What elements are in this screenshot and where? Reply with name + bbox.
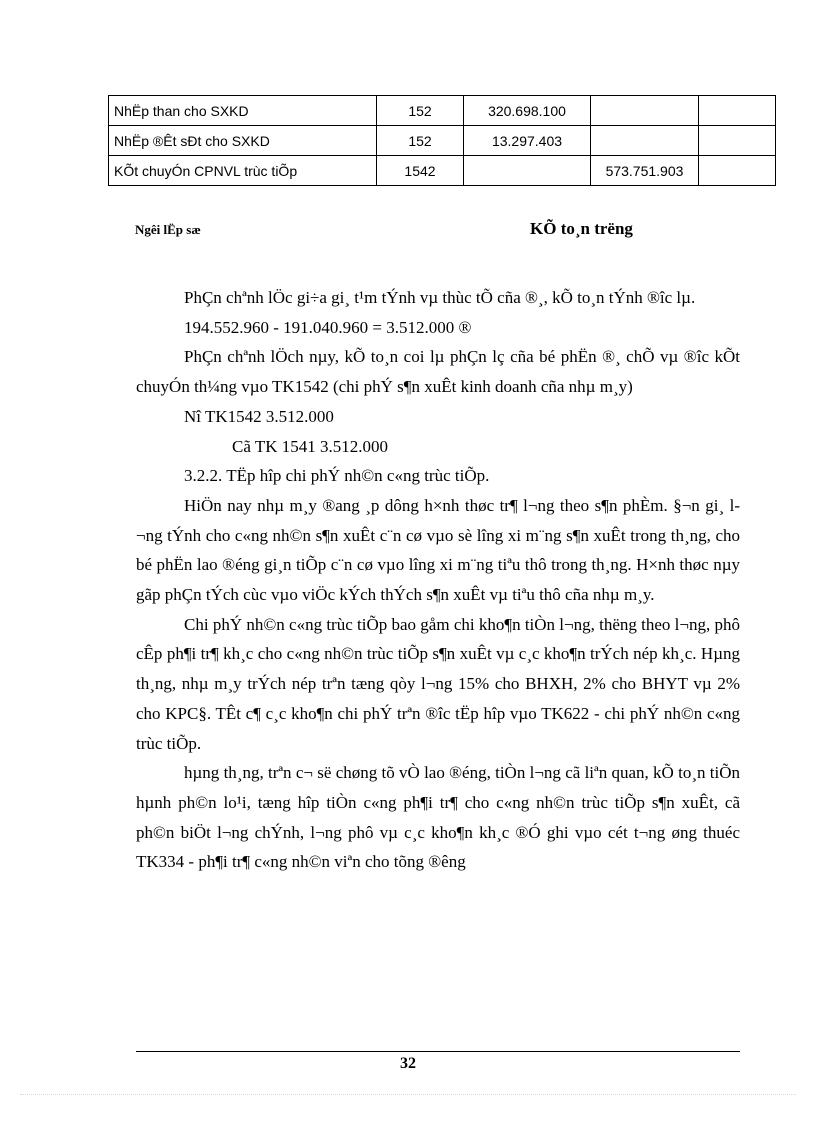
account-number-cell: 152 [377, 126, 464, 156]
document-body [136, 283, 740, 877]
entry-description-cell: KÕt chuyÓn CPNVL trùc tiÕp [109, 156, 377, 186]
table-body [109, 96, 776, 186]
credit-amount-cell [591, 96, 699, 126]
equation-line: 194.552.960 - 191.040.960 = 3.512.000 ® [184, 317, 472, 337]
accounting-entries-table [108, 95, 776, 186]
credit-amount-cell: 573.751.903 [591, 156, 699, 186]
debit-amount-cell: 13.297.403 [464, 126, 591, 156]
table-row [109, 126, 776, 156]
debit-amount-cell: 320.698.100 [464, 96, 591, 126]
credit-entry: Cã TK 1541 3.512.000 [232, 436, 388, 456]
account-number-cell: 1542 [377, 156, 464, 186]
entry-description-cell: NhËp ®Êt sÐt cho SXKD [109, 126, 377, 156]
paragraph-price-difference: PhÇn chªnh lÖc gi÷a gi¸ t¹m tÝnh vµ thùc tÕ cña ®¸, kÕ to¸n tÝnh ®îc lµ. [184, 288, 696, 307]
table-row [109, 96, 776, 126]
paragraph-loss-transfer: PhÇn chªnh lÖch nµy, kÕ to¸n coi lµ phÇn lç cña bé phËn ®¸ chÕ vµ ®îc kÕt chuyÓn th¼ng vµo TK1542 (chi phÝ s¶n xuÊt kinh doanh cña nhµ m¸y) [136, 347, 740, 397]
paragraph-labor-costs: Chi phÝ nh©n c«ng trùc tiÕp bao gåm chi kho¶n tiÒn l¬ng, thëng theo l¬ng, phô cÊp ph¶i tr¶ kh¸c cho c«ng nh©n trùc tiÕp s¶n xuÊt vµ c¸c kho¶n trÝch nép kh¸c. Hµng th¸ng, nhµ m¸y trÝch nép trªn tæng qòy l¬ng 15% cho BHXH, 2% cho BHYT vµ 2% cho KPC§. TÊt c¶ c¸c kho¶n chi phÝ trªn ®îc tËp hîp vµo TK622 - chi phÝ nh©n c«ng trùc tiÕp. [136, 614, 740, 753]
table-row [109, 156, 776, 186]
preparer-signature-label: Ngêi lËp sæ [135, 222, 201, 237]
credit-amount-cell [591, 126, 699, 156]
account-number-cell: 152 [377, 96, 464, 126]
page-number: 32 [400, 1055, 416, 1072]
empty-cell [699, 96, 776, 126]
page-boundary-dotted-line [20, 1094, 796, 1095]
empty-cell [699, 126, 776, 156]
section-heading: 3.2.2. TËp hîp chi phÝ nh©n c«ng trùc tiÕp. [184, 466, 490, 486]
footer-divider [136, 1051, 740, 1052]
debit-entry: Nî TK1542 3.512.000 [184, 406, 334, 426]
debit-amount-cell [464, 156, 591, 186]
paragraph-wage-method: HiÖn nay nhµ m¸y ®ang ¸p dông h×nh thøc tr¶ l¬ng theo s¶n phÈm. §¬n gi¸ l¬ng tÝnh cho c«ng nh©n s¶n xuÊt c¨n cø vµo sè lîng xi m¨ng s¶n xuÊt trong th¸ng, cho bé phËn lao ®éng gi¸n tiÕp c¨n cø vµo lîng xi m¨ng tiªu thô trong th¸ng. H×nh thøc nµy gãp phÇn tÝch cùc vµo viÖc kÝch thÝch s¶n xuÊt vµ tiªu thô cña nhµ m¸y. [136, 495, 740, 605]
empty-cell [699, 156, 776, 186]
chief-accountant-signature-label: KÕ to¸n trëng [530, 219, 633, 238]
paragraph-monthly-process: hµng th¸ng, trªn c¬ së chøng tõ vÒ lao ®éng, tiÒn l¬ng cã liªn quan, kÕ to¸n tiÕn hµnh ph©n lo¹i, tæng hîp tiÒn c«ng ph¶i tr¶ cho c«ng nh©n trùc tiÕp s¶n xuÊt, cã ph©n biÖt l¬ng chÝnh, l¬ng phô vµ c¸c kho¶n kh¸c ®Ó ghi vµo cét t¬ng øng thuéc TK334 - ph¶i tr¶ c«ng nh©n viªn cho tõng ®êng [136, 763, 740, 872]
entry-description-cell: NhËp than cho SXKD [109, 96, 377, 126]
